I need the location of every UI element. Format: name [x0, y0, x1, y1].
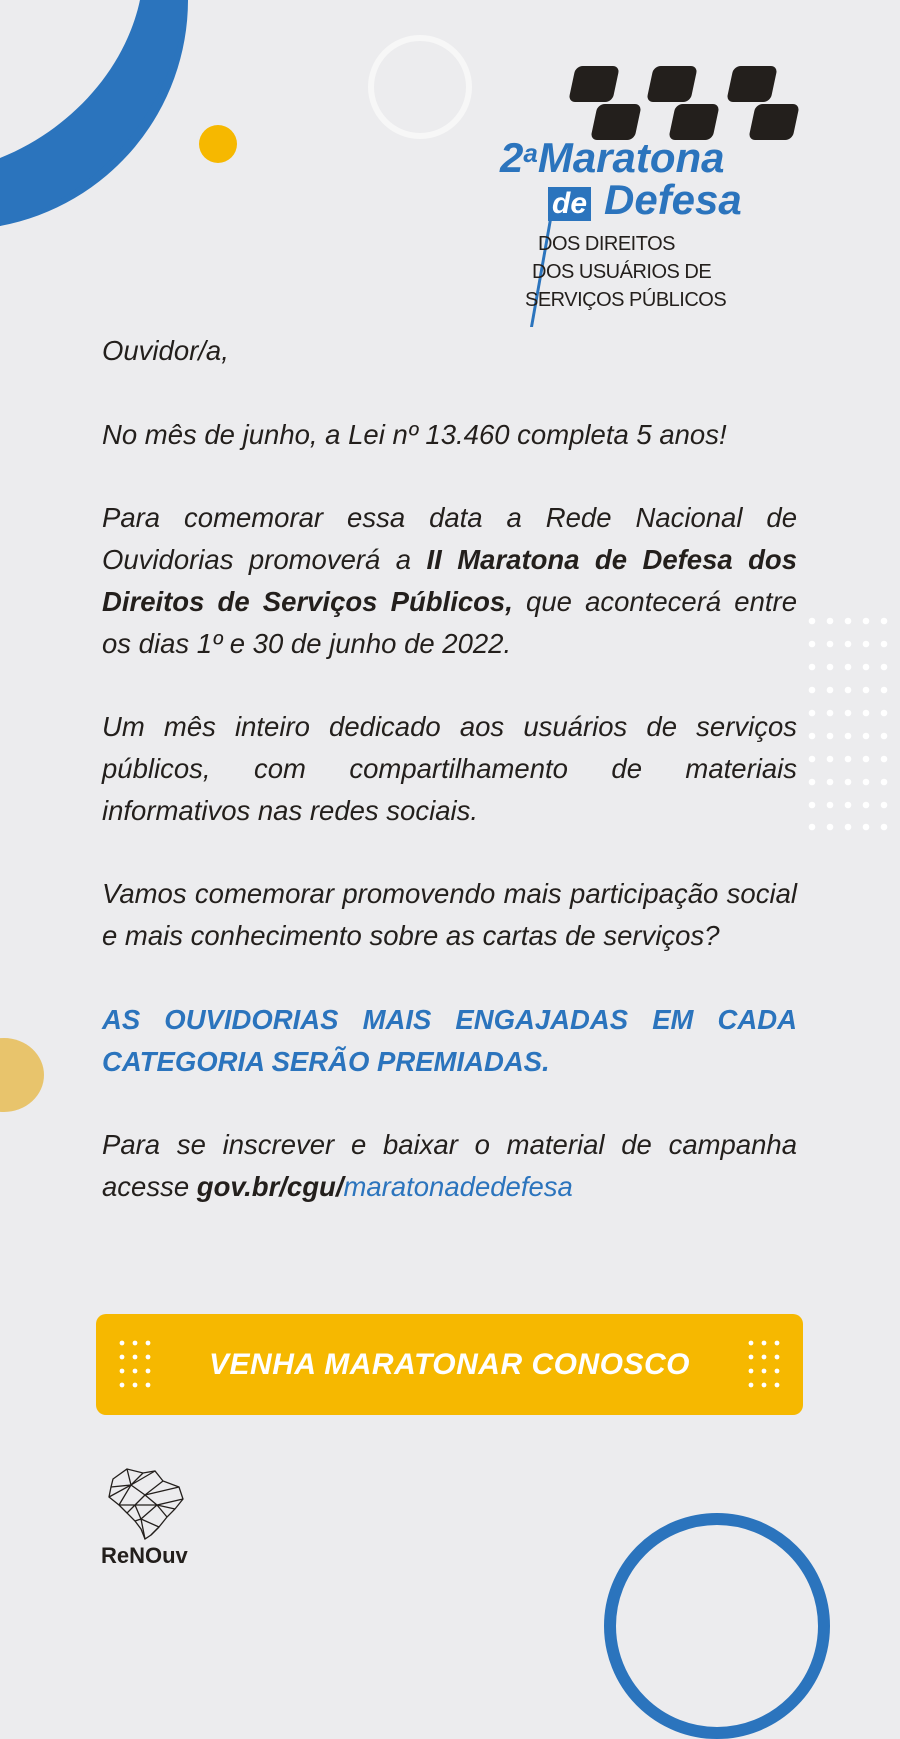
yellow-dot-decoration — [199, 125, 237, 163]
checkered-flag-block — [646, 66, 698, 102]
cta-banner[interactable] — [96, 1314, 803, 1415]
paragraph-signup: Para se inscrever e baixar o material de campanha acesse gov.br/cgu/maratonadedefesa — [102, 1129, 797, 1202]
award-highlight: AS OUVIDORIAS MAIS ENGAJADAS EM CADA CATEGORIA SERÃO PREMIADAS. — [102, 1003, 797, 1077]
letter-body — [102, 330, 797, 1250]
paragraph-invite: Vamos comemorar promovendo mais participação social e mais conhecimento sobre as cartas de serviços? — [102, 878, 797, 952]
logo-subtitle-line: DOS DIREITOS — [538, 233, 675, 255]
bottom-ring-decoration — [604, 1513, 830, 1739]
top-left-arc-decoration — [0, 0, 200, 230]
renouv-logo — [101, 1465, 196, 1568]
cta-label: VENHA MARATONAR CONOSCO — [209, 1347, 690, 1381]
checkered-flag-block — [748, 104, 800, 140]
logo-subtitle-line: DOS USUÁRIOS DE — [532, 261, 712, 283]
brazil-map-network-icon — [105, 1465, 187, 1541]
event-name: II Maratona de Defesa dos Direitos de Serviços Públicos, — [102, 543, 797, 617]
ring-decoration — [368, 35, 472, 139]
renouv-brand: ReNOuv — [101, 1543, 188, 1568]
checkered-flag-block — [568, 66, 620, 102]
paragraph-event: Para comemorar essa data a Rede Nacional de Ouvidorias promoverá a II Maratona de Defesa dos Direitos de Serviços Públicos, que acontecerá entre os dias 1º e 30 de junho de 2022. — [102, 502, 797, 659]
greeting: Ouvidor/a, — [102, 335, 229, 366]
checkered-flag-block — [726, 66, 778, 102]
link-domain[interactable]: gov.br/cgu/ — [196, 1170, 344, 1202]
logo-title: 2$^a$Maratona — [500, 134, 725, 181]
maratona-logo — [500, 62, 820, 327]
half-circle-decoration — [0, 1038, 44, 1112]
dots-icon — [118, 1339, 152, 1391]
logo-de-box: de — [548, 187, 591, 221]
link-path[interactable]: maratonadedefesa — [343, 1170, 573, 1202]
logo-defesa: Defesa — [604, 176, 742, 223]
dots-icon — [747, 1339, 781, 1391]
logo-subtitle-line: SERVIÇOS PÚBLICOS — [525, 289, 727, 311]
dot-grid-decoration — [806, 615, 896, 833]
paragraph-month: Um mês inteiro dedicado aos usuários de serviços públicos, com compartilhamento de materiais informativos nas redes sociais. — [102, 711, 797, 826]
paragraph-anniversary: No mês de junho, a Lei nº 13.460 completa 5 anos! — [102, 418, 727, 450]
